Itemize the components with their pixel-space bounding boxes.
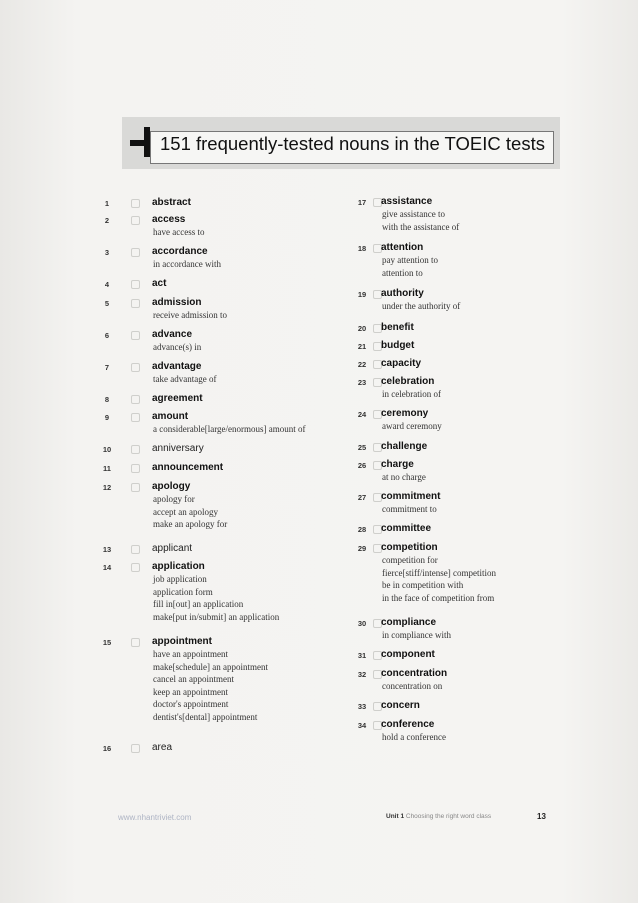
entry-collocation: at no charge (382, 472, 426, 482)
entry-collocation: dentist's[dental] appointment (153, 711, 258, 722)
entry-collocation: have an appointment (153, 649, 228, 659)
entry-number: 11 (103, 464, 111, 473)
entry-word: budget (381, 340, 415, 351)
entry-collocation: concentration on (382, 681, 443, 691)
entry-word: authority (381, 288, 424, 299)
entry-collocation: make[schedule] an appointment (153, 661, 268, 672)
entry-number: 2 (104, 216, 110, 225)
title-bracket-horizontal (130, 140, 150, 146)
entry-number: 20 (357, 324, 367, 333)
entry-word: admission (152, 297, 202, 308)
entry-collocation: be in competition with (382, 580, 464, 590)
entry-number: 8 (104, 395, 110, 404)
entry-collocation: have access to (153, 227, 205, 237)
entry-collocation: doctor's appointment (153, 699, 229, 709)
entry-word: commitment (381, 491, 441, 502)
entry-collocation: award ceremony (382, 421, 442, 431)
entry-number: 9 (104, 413, 110, 422)
entry-number: 31 (357, 651, 367, 660)
entry-word: access (152, 214, 186, 225)
entry-collocation: in accordance with (153, 259, 221, 269)
entry-number: 28 (357, 525, 367, 534)
checkbox-square-icon (131, 363, 140, 372)
entry-number: 33 (357, 702, 367, 711)
entry-number: 21 (357, 342, 367, 351)
entry-collocation: under the authority of (382, 301, 461, 311)
entry-word: applicant (152, 543, 193, 554)
entry-word: capacity (381, 358, 422, 369)
entry-word: announcement (152, 462, 224, 473)
entry-collocation: fill in[out] an application (153, 599, 244, 609)
entry-collocation: accept an apology (153, 506, 218, 517)
entry-word: abstract (152, 197, 191, 208)
checkbox-square-icon (131, 395, 140, 404)
entry-collocation: cancel an appointment (153, 674, 234, 684)
entry-collocation: keep an appointment (153, 686, 228, 697)
entry-collocation: fierce[stiff/intense] competition (382, 567, 497, 578)
entry-collocation: take advantage of (153, 374, 217, 384)
entry-collocation: hold a conference (382, 732, 446, 742)
entry-word: act (152, 278, 167, 289)
entry-collocation: attention to (382, 267, 423, 278)
entry-number: 14 (102, 563, 112, 572)
checkbox-square-icon (131, 331, 140, 340)
page-title: 151 frequently-tested nouns in the TOEIC tests (160, 133, 545, 154)
entry-collocation: pay attention to (382, 255, 438, 265)
entry-collocation: in celebration of (382, 389, 441, 399)
entry-number: 5 (104, 299, 110, 308)
entry-number: 10 (102, 445, 112, 454)
entry-number: 25 (357, 443, 367, 452)
checkbox-square-icon (131, 248, 140, 257)
entry-word: committee (381, 523, 432, 534)
entry-word: agreement (152, 393, 203, 404)
entry-word: appointment (152, 636, 212, 647)
entry-word: amount (152, 411, 189, 422)
entry-word: accordance (152, 246, 208, 257)
checkbox-square-icon (131, 445, 140, 454)
page-number: 13 (537, 812, 546, 821)
entry-word: compliance (381, 617, 437, 628)
checkbox-square-icon (131, 638, 140, 647)
entry-word: celebration (381, 376, 435, 387)
footer-unit-title: Choosing the right word class (405, 813, 492, 820)
entry-number: 1 (104, 199, 110, 208)
entry-number: 13 (102, 545, 112, 554)
entry-collocation: job application (153, 574, 207, 584)
footer-unit-label: Unit 1 (386, 813, 405, 820)
checkbox-square-icon (131, 299, 140, 308)
entry-number: 15 (102, 638, 112, 647)
entry-number: 24 (357, 410, 367, 419)
entry-number: 12 (102, 483, 112, 492)
entry-collocation: apology for (153, 494, 195, 504)
entry-number: 34 (357, 721, 367, 730)
entry-collocation: a considerable[large/enormous] amount of (153, 424, 306, 434)
checkbox-square-icon (131, 483, 140, 492)
entry-word: anniversary (152, 443, 204, 454)
entry-number: 22 (357, 360, 367, 369)
entry-word: component (381, 649, 435, 660)
entry-number: 4 (104, 280, 110, 289)
entry-collocation: in compliance with (382, 630, 451, 640)
checkbox-square-icon (131, 545, 140, 554)
checkbox-square-icon (131, 563, 140, 572)
entry-word: assistance (381, 196, 433, 207)
footer-url: www.nhantriviet.com (118, 813, 192, 822)
entry-collocation: receive admission to (153, 310, 227, 320)
entry-word: competition (381, 542, 438, 553)
entry-word: charge (381, 459, 414, 470)
entry-word: challenge (381, 441, 428, 452)
entry-collocation: commitment to (382, 504, 437, 514)
checkbox-square-icon (131, 744, 140, 753)
entry-number: 32 (357, 670, 367, 679)
entry-word: advantage (152, 361, 202, 372)
checkbox-square-icon (131, 464, 140, 473)
entry-word: area (152, 742, 173, 753)
entry-word: benefit (381, 322, 414, 333)
entry-number: 30 (357, 619, 367, 628)
entry-number: 7 (104, 363, 110, 372)
entry-number: 17 (357, 198, 367, 207)
entry-number: 26 (357, 461, 367, 470)
checkbox-square-icon (131, 216, 140, 225)
entry-number: 18 (357, 244, 367, 253)
entry-number: 29 (357, 544, 367, 553)
entry-number: 16 (102, 744, 112, 753)
entry-word: concern (381, 700, 420, 711)
entry-number: 19 (357, 290, 367, 299)
checkbox-square-icon (131, 280, 140, 289)
entry-collocation: advance(s) in (153, 342, 202, 352)
entry-word: application (152, 561, 205, 572)
footer-unit (386, 813, 491, 820)
entry-word: attention (381, 242, 424, 253)
checkbox-square-icon (131, 413, 140, 422)
entry-collocation: make an apology for (153, 519, 228, 529)
entry-number: 27 (357, 493, 367, 502)
entry-number: 23 (357, 378, 367, 387)
entry-collocation: competition for (382, 555, 438, 565)
entry-collocation: make[put in/submit] an application (153, 611, 280, 622)
checkbox-square-icon (131, 199, 140, 208)
entry-collocation: with the assistance of (382, 221, 460, 232)
entry-word: concentration (381, 668, 448, 679)
entry-number: 3 (104, 248, 110, 257)
entry-collocation: in the face of competition from (382, 592, 495, 603)
entry-collocation: application form (153, 586, 213, 597)
entry-word: ceremony (381, 408, 429, 419)
entry-word: apology (152, 481, 191, 492)
entry-word: conference (381, 719, 435, 730)
entry-number: 6 (104, 331, 110, 340)
entry-word: advance (152, 329, 193, 340)
entry-collocation: give assistance to (382, 209, 445, 219)
